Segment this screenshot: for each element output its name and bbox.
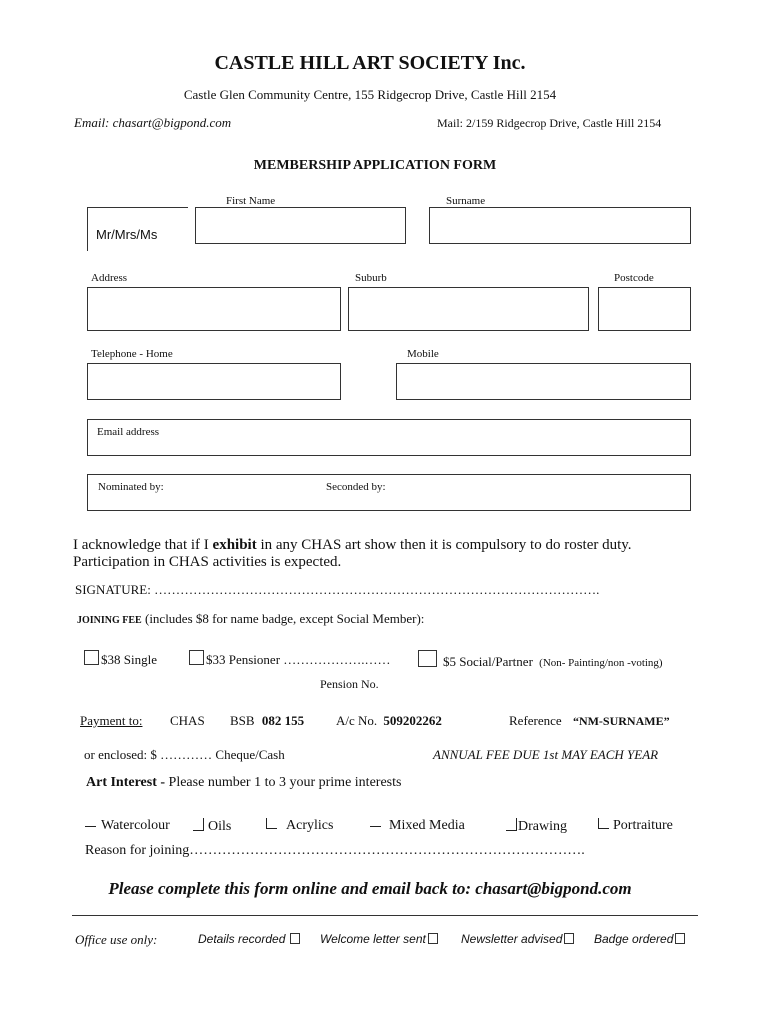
society-title: CASTLE HILL ART SOCIETY Inc. <box>214 52 526 74</box>
welcome-letter-label: Welcome letter sent <box>320 932 426 946</box>
account-label: A/c No. <box>336 713 378 728</box>
acrylics-blank[interactable] <box>266 818 277 829</box>
reference-label: Reference <box>509 713 562 728</box>
society-email: Email: chasart@bigpond.com <box>74 115 232 130</box>
phone-home-label: Telephone - Home <box>91 348 173 360</box>
fee-social-option[interactable] <box>418 650 663 670</box>
acknowledge-bold: exhibit <box>212 537 257 553</box>
drawing-label: Drawing <box>518 819 567 834</box>
account-value: 509202262 <box>383 713 442 728</box>
oils-label: Oils <box>208 819 232 834</box>
signature-line[interactable]: SIGNATURE: …………………………………………………………………………………………. <box>75 582 600 597</box>
suburb-label: Suburb <box>355 272 387 284</box>
postcode-label: Postcode <box>614 272 654 284</box>
salutation-field[interactable] <box>87 207 188 251</box>
postcode-field[interactable] <box>598 287 691 331</box>
drawing-blank[interactable] <box>506 818 517 831</box>
venue-address: Castle Glen Community Centre, 155 Ridgecrop Drive, Castle Hill 2154 <box>183 87 557 102</box>
acknowledge-line-1 <box>73 537 632 554</box>
social-label: $5 Social/Partner <box>443 654 533 669</box>
interest-mixed-media[interactable] <box>370 818 465 834</box>
payment-label: Payment to: <box>80 713 143 728</box>
first-name-label: First Name <box>226 195 276 207</box>
pensioner-label: $33 Pensioner ……………….…… <box>206 652 391 667</box>
interest-watercolour[interactable] <box>85 818 170 834</box>
office-use-label: Office use only: <box>75 932 158 947</box>
fee-pensioner-option[interactable] <box>189 650 391 668</box>
pensioner-checkbox[interactable] <box>189 650 204 665</box>
watercolour-label: Watercolour <box>101 818 170 833</box>
acrylics-label: Acrylics <box>286 818 334 833</box>
mobile-field[interactable] <box>396 363 691 400</box>
interest-oils[interactable] <box>193 818 231 835</box>
art-interest-rest: Please number 1 to 3 your prime interests <box>168 775 402 790</box>
portraiture-label: Portraiture <box>613 818 673 833</box>
badge-ordered-label: Badge ordered <box>594 932 674 946</box>
payee: CHAS <box>170 713 205 728</box>
mail-address: Mail: 2/159 Ridgecrop Drive, Castle Hill 2154 <box>437 116 662 130</box>
badge-ordered[interactable] <box>594 932 685 946</box>
joining-fee-label: JOINING FEE <box>77 615 142 626</box>
newsletter-advised[interactable] <box>461 932 574 946</box>
nominated-label: Nominated by: <box>98 481 164 493</box>
social-note: (Non- Painting/non -voting) <box>539 657 663 669</box>
welcome-letter-sent[interactable] <box>320 932 438 946</box>
online-submission-note: Please complete this form online and email back to: chasart@bigpond.com <box>108 879 632 898</box>
annual-fee-note: ANNUAL FEE DUE 1st MAY EACH YEAR <box>433 747 659 762</box>
suburb-field[interactable] <box>348 287 589 331</box>
enclosed-line[interactable]: or enclosed: $ ………… Cheque/Cash <box>84 747 285 762</box>
account-number <box>336 713 442 729</box>
acknowledge-pre: I acknowledge that if I <box>73 537 213 553</box>
surname-label: Surname <box>446 195 486 207</box>
reference-value: “NM-SURNAME” <box>572 714 670 728</box>
art-interest-heading <box>86 775 401 791</box>
pension-no-label: Pension No. <box>320 677 379 691</box>
bsb-value: 082 155 <box>261 713 305 728</box>
joining-fee-note: (includes $8 for name badge, except Social Member): <box>141 611 425 626</box>
reference <box>509 713 670 729</box>
details-recorded-label: Details recorded <box>198 932 286 946</box>
newsletter-label: Newsletter advised <box>461 932 563 946</box>
badge-ordered-checkbox[interactable] <box>675 933 685 944</box>
interest-portraiture[interactable] <box>598 818 673 834</box>
details-recorded-checkbox[interactable] <box>290 933 300 944</box>
mixed-media-blank[interactable] <box>370 826 381 827</box>
seconded-label: Seconded by: <box>326 481 386 493</box>
mixed-media-label: Mixed Media <box>389 818 465 833</box>
interest-drawing[interactable] <box>506 818 567 835</box>
single-label: $38 Single <box>101 652 157 667</box>
reason-for-joining[interactable]: Reason for joining…………………………………………………………………………. <box>85 843 585 858</box>
single-checkbox[interactable] <box>84 650 99 665</box>
watercolour-blank[interactable] <box>85 826 96 827</box>
nomination-field[interactable] <box>87 474 691 511</box>
salutation-text: Mr/Mrs/Ms <box>96 227 158 242</box>
social-checkbox[interactable] <box>418 650 437 667</box>
acknowledge-post: in any CHAS art show then it is compulsory to do roster duty. <box>256 537 632 553</box>
bsb <box>230 713 304 729</box>
address-field[interactable] <box>87 287 341 331</box>
divider <box>72 915 698 916</box>
acknowledge-line-2: Participation in CHAS activities is expected. <box>73 554 342 570</box>
newsletter-checkbox[interactable] <box>564 933 574 944</box>
email-field[interactable] <box>87 419 691 456</box>
surname-field[interactable] <box>429 207 691 244</box>
welcome-letter-checkbox[interactable] <box>428 933 438 944</box>
email-label: Email address <box>97 426 160 438</box>
first-name-field[interactable] <box>195 207 406 244</box>
fee-single-option[interactable] <box>84 650 157 668</box>
mobile-label: Mobile <box>407 348 439 360</box>
portraiture-blank[interactable] <box>598 818 609 829</box>
phone-home-field[interactable] <box>87 363 341 400</box>
joining-fee-line <box>77 611 424 627</box>
details-recorded[interactable] <box>198 932 300 946</box>
address-label: Address <box>91 272 128 284</box>
interest-acrylics[interactable] <box>266 818 333 834</box>
form-title: MEMBERSHIP APPLICATION FORM <box>253 158 497 173</box>
oils-blank[interactable] <box>193 818 204 831</box>
bsb-label: BSB <box>230 713 255 728</box>
art-interest-bold: Art Interest - <box>86 775 169 790</box>
